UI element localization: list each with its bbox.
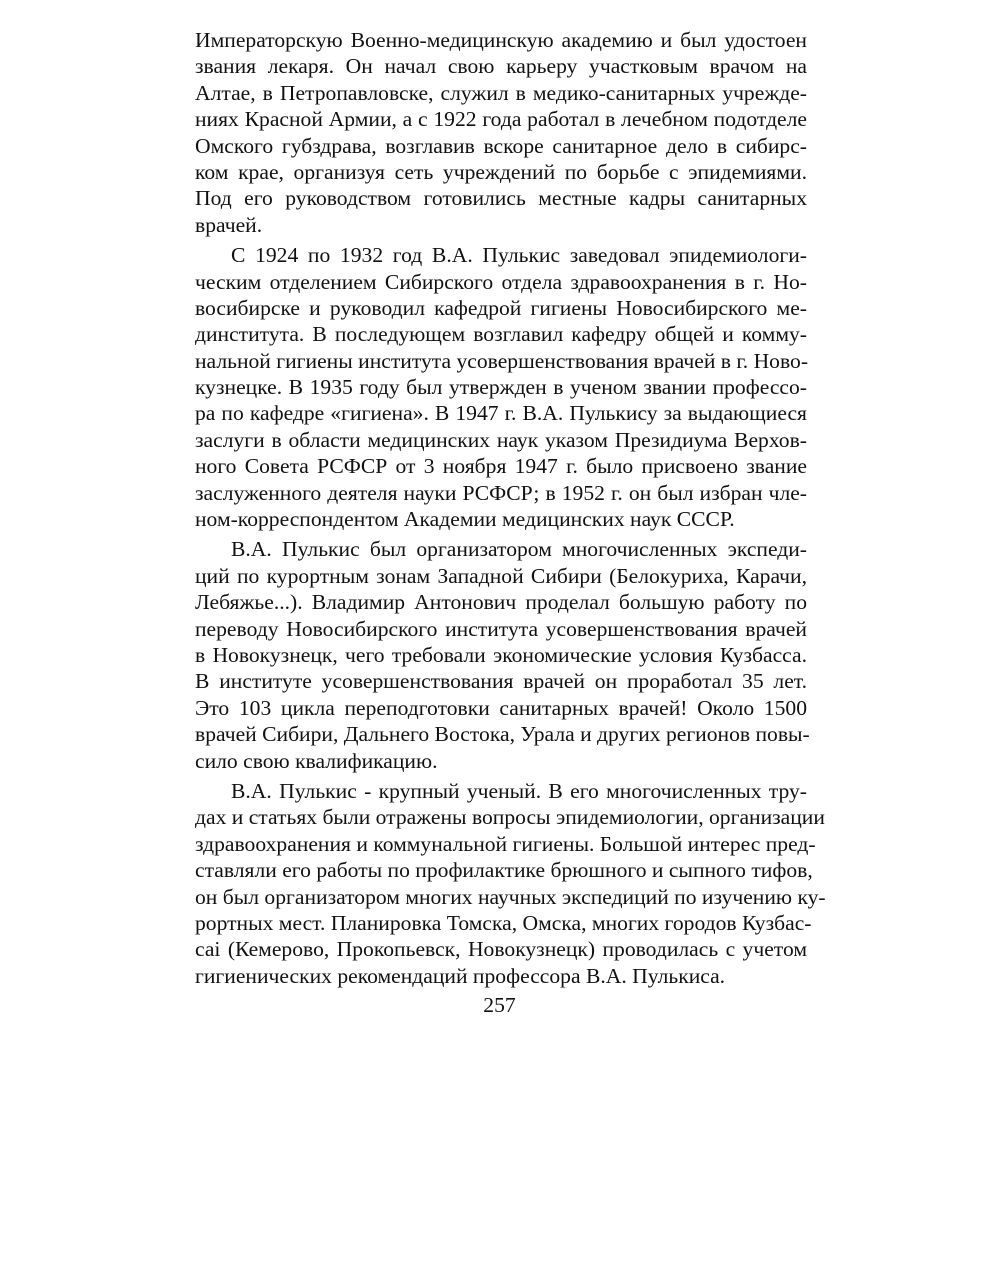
text-line: рортных мест. Планировка Томска, Омска, многих городов Кузбас- [195,910,812,935]
text-line: заслуженного деятеля науки РСФСР; в 1952 г. он был избран чле- [195,480,807,505]
text-line: здравоохранения и коммунальной гигиены. Большой интерес пред- [195,831,816,856]
text-line: врачей Сибири, Дальнего Востока, Урала и других регионов повы- [195,722,810,747]
text-line: ставляли его работы по профилактике брюшного и сыпного тифов, [195,858,813,883]
text-line: ного Совета РСФСР от 3 ноября 1947 г. было присвоено звание [195,454,807,479]
text-line: в Новокузнецк, чего требовали экономические условия Кузбасса. [195,642,807,667]
text-line: кузнецке. В 1935 году был утвержден в ученом звании профессо- [195,375,807,400]
text-line: В институте усовершенствования врачей он проработал 35 лет. [195,669,807,694]
text-line: Алтае, в Петропавловске, служил в медико-санитарных учрежде- [195,80,807,105]
text-line: переводу Новосибирского института усовершенствования врачей [195,616,807,641]
text-line: Лебяжье...). Владимир Антонович проделал большую работу по [195,590,807,615]
text-line: заслуги в области медицинских наук указом Президиума Верхов- [195,427,807,452]
text-line: звания лекаря. Он начал свою карьеру участковым врачом на [195,54,807,79]
page-body [195,27,826,989]
text-line: восибирске и руководил кафедрой гигиены Новосибирского ме- [195,295,807,320]
paragraph-1 [195,27,807,238]
text-line: ком крае, организуя сеть учреждений по борьбе с эпидемиями. [195,159,807,184]
text-line: С 1924 по 1932 год В.А. Пулькис заведовал эпидемиологи- [231,243,807,268]
text-line: дах и статьях были отражены вопросы эпидемиологии, организации [195,805,825,830]
paragraph-3 [195,536,810,774]
text-line: Под его руководством готовились местные кадры санитарных [195,186,807,211]
text-line: В.А. Пулькис - крупный ученый. В его многочисленных тру- [231,778,807,803]
text-line: ций по курортным зонам Западной Сибири (Белокуриха, Карачи, [195,563,807,588]
text-line: ческим отделением Сибирского отдела здравоохранения в г. Но- [195,269,807,294]
text-line: Омского губздрава, возглавив вскоре санитарное дело в сибирс- [195,133,807,158]
text-line: нальной гигиены института усовершенствования врачей в г. Ново- [195,348,809,373]
text-line: он был организатором многих научных экспедиций по изучению ку- [195,884,826,909]
text-line: Императорскую Военно-медицинскую академию и был удостоен [195,28,807,52]
text-line: ном-корреспондентом Академии медицинских наук СССР. [195,507,735,532]
text-line: ра по кафедре «гигиена». В 1947 г. В.А. Пулькису за выдающиеся [195,401,807,426]
text-line: динститута. В последующем возглавил кафедру общей и комму- [195,322,807,347]
text-line: сило свою квалификацию. [195,748,438,773]
text-line: Это 103 цикла переподготовки санитарных врачей! Около 1500 [195,695,807,720]
text-line: ниях Красной Армии, а с 1922 года работал в лечебном подотделе [195,107,807,132]
page-number: 257 [483,993,516,1017]
text-line: В.А. Пулькис был организатором многочисленных экспеди- [231,537,807,562]
text-line: саі (Кемерово, Прокопьевск, Новокузнецк) проводилась с учетом [195,937,807,962]
text-line: врачей. [195,212,263,237]
paragraph-4 [195,778,826,989]
text-line: гигиенических рекомендаций профессора В.А. Пулькиса. [195,963,726,988]
paragraph-2 [195,242,807,532]
